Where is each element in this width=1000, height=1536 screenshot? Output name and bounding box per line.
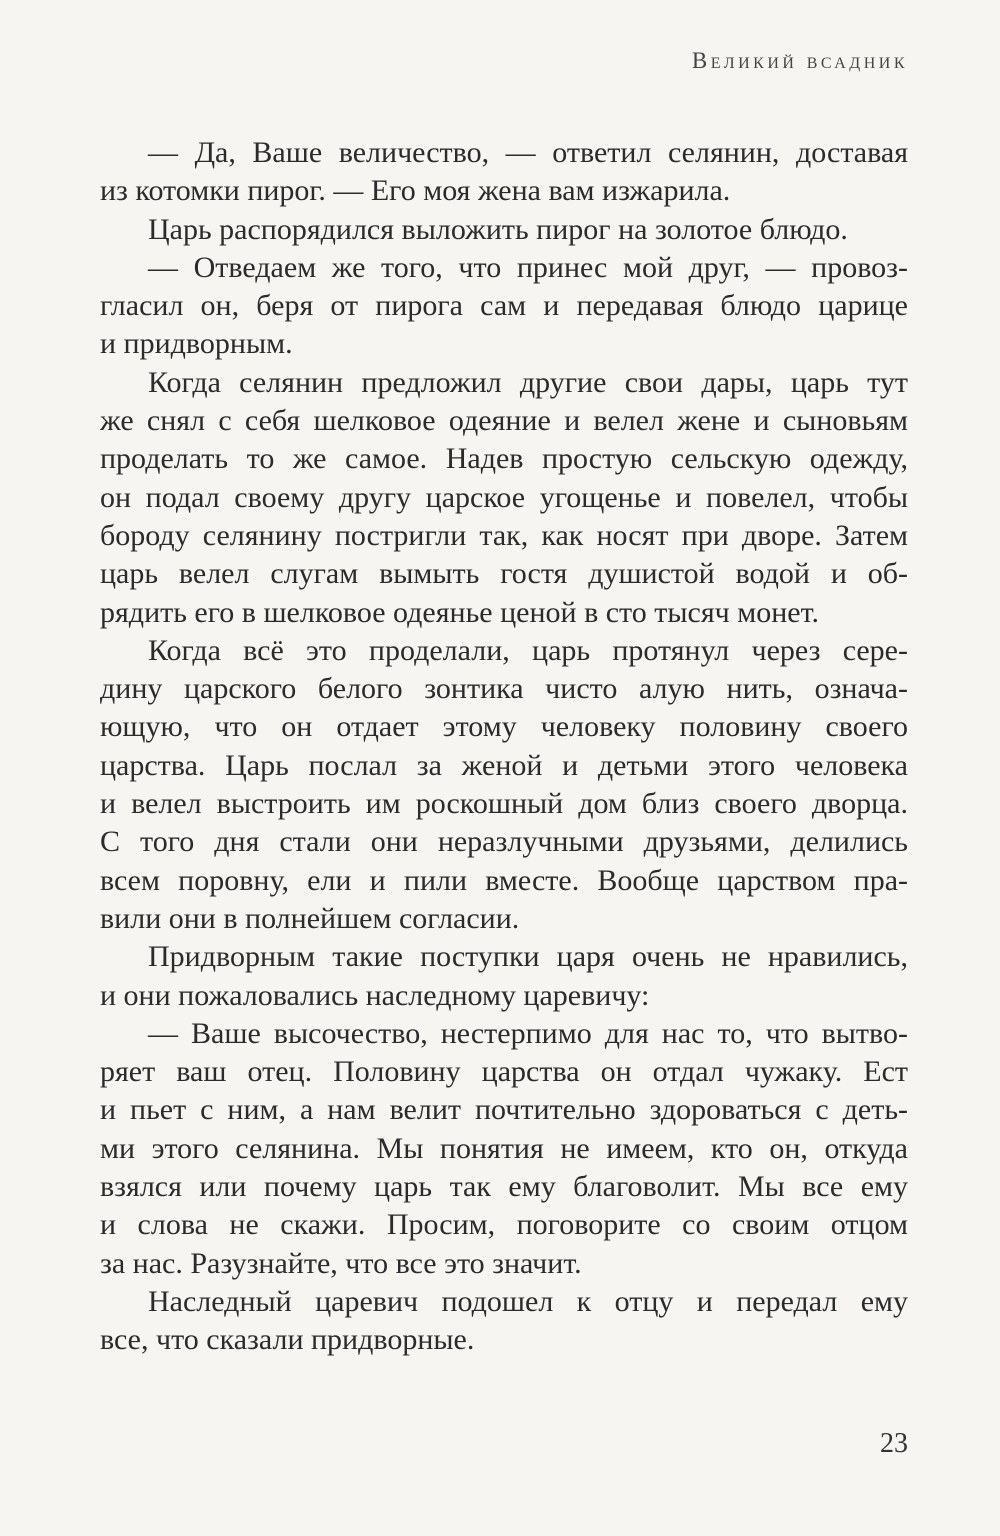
text-line: — Отведаем же того, что принес мой друг, — провоз- xyxy=(148,250,908,284)
text-line: дину царского белого зонтика чисто алую нить, означа- xyxy=(100,672,908,706)
text-line: он подал своему другу царское угощенье и повелел, чтобы xyxy=(100,480,908,514)
page-number: 23 xyxy=(880,1428,908,1459)
text-line: Когда селянин предложил другие свои дары, царь тут xyxy=(148,365,908,399)
text-line: С того дня стали они неразлучными друзьями, делились xyxy=(100,825,908,859)
text-line: и они пожаловались наследному царевичу: xyxy=(100,978,650,1012)
text-line: же снял с себя шелковое одеяние и велел жене и сыновьям xyxy=(100,404,908,438)
text-line: и слова не скажи. Просим, поговорите со своим отцом xyxy=(100,1208,908,1242)
text-line: за нас. Разузнайте, что все это значит. xyxy=(100,1246,582,1280)
text-line: и пьет с ним, а нам велит почтительно здороваться с деть- xyxy=(100,1093,908,1127)
text-line: рядить его в шелковое одеянье ценой в сто тысяч монет. xyxy=(100,595,819,629)
text-line: бороду селянину постригли так, как носят при дворе. Затем xyxy=(100,518,908,552)
text-line: всем поровну, ели и пили вместе. Вообще царством пра- xyxy=(100,863,908,897)
text-line: взялся или почему царь так ему благоволит. Мы все ему xyxy=(100,1170,908,1204)
text-line: царь велел слугам вымыть гостя душистой водой и об- xyxy=(100,557,908,591)
text-line: все, что сказали придворные. xyxy=(100,1323,475,1357)
text-line: царства. Царь послал за женой и детьми этого человека xyxy=(100,748,908,782)
text-line: ряет ваш отец. Половину царства он отдал чужаку. Ест xyxy=(100,1055,908,1089)
text-line: — Да, Ваше величество, — ответил селянин, доставая xyxy=(148,136,908,169)
text-line: — Ваше высочество, нестерпимо для нас то, что вытво- xyxy=(148,1016,908,1050)
text-line: проделать то же самое. Надев простую сельскую одежду, xyxy=(100,442,908,476)
text-line: Когда всё это проделали, царь протянул через сере- xyxy=(148,633,908,667)
text-line: вили они в полнейшем согласии. xyxy=(100,901,520,935)
running-head: Великий всадник xyxy=(691,48,908,73)
text-line: гласил он, беря от пирога сам и передавая блюдо царице xyxy=(100,289,908,323)
text-line: Царь распорядился выложить пирог на золотое блюдо. xyxy=(148,212,848,246)
text-line: из котомки пирог. — Его моя жена вам изжарила. xyxy=(100,174,731,208)
text-line: ющую, что он отдает этому человеку половину своего xyxy=(100,710,908,744)
text-line: Придворным такие поступки царя очень не нравились, xyxy=(148,940,908,974)
text-line: и велел выстроить им роскошный дом близ своего дворца. xyxy=(100,787,908,821)
text-line: ми этого селянина. Мы понятия не имеем, кто он, откуда xyxy=(100,1131,908,1165)
body-text xyxy=(100,134,908,1360)
text-line: Наследный царевич подошел к отцу и передал ему xyxy=(148,1284,908,1318)
text-line: и придворным. xyxy=(100,327,293,361)
